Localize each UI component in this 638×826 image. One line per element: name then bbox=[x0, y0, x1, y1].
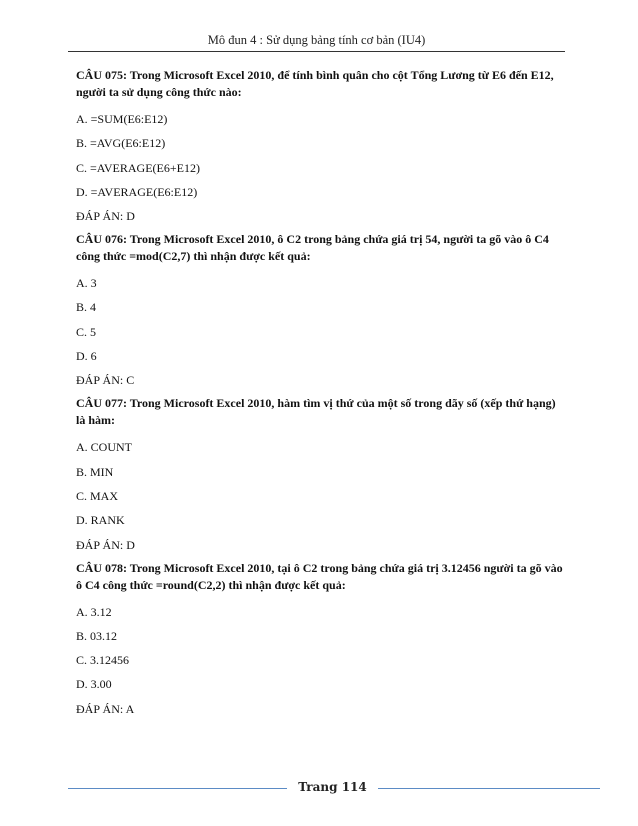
question-title: CÂU 078: Trong Microsoft Excel 2010, tại ô C2 trong bảng chứa giá trị 3.12456 người ta gõ vào ô C4 công thức =round(C2,2) thì nhận được kết quả: bbox=[76, 560, 563, 592]
footer-divider-right bbox=[378, 788, 600, 789]
option-a: A. COUNT bbox=[76, 440, 132, 455]
option-b: B. 4 bbox=[76, 300, 97, 315]
option-c: C. MAX bbox=[76, 488, 119, 503]
option-c: C. 3.12456 bbox=[76, 653, 130, 668]
question-076 bbox=[76, 231, 566, 387]
question-title: CÂU 076: Trong Microsoft Excel 2010, ô C2 trong bảng chứa giá trị 54, người ta gõ vào ô C4 công thức =mod(C2,7) thì nhận được kết quả: bbox=[76, 232, 549, 264]
option-b: B. =AVG(E6:E12) bbox=[76, 136, 166, 151]
question-078 bbox=[76, 560, 566, 716]
option-c: C. 5 bbox=[76, 324, 97, 339]
option-d: D. 6 bbox=[76, 349, 97, 364]
answer-line: ĐÁP ÁN: D bbox=[76, 209, 135, 224]
option-b: B. MIN bbox=[76, 464, 114, 479]
option-a: A. =SUM(E6:E12) bbox=[76, 112, 168, 126]
question-title: CÂU 077: Trong Microsoft Excel 2010, hàm tìm vị thứ của một số trong dãy số (xếp thứ hạng) là hàm: bbox=[76, 396, 556, 428]
footer-divider-left bbox=[68, 788, 287, 789]
question-075 bbox=[76, 67, 566, 223]
page-footer bbox=[68, 779, 600, 799]
answer-line: ĐÁP ÁN: C bbox=[76, 373, 135, 388]
question-list bbox=[76, 67, 566, 724]
answer-line: ĐÁP ÁN: A bbox=[76, 701, 135, 716]
header-divider bbox=[68, 51, 565, 52]
option-d: D. =AVERAGE(E6:E12) bbox=[76, 184, 198, 199]
option-a: A. 3 bbox=[76, 276, 97, 291]
answer-line: ĐÁP ÁN: D bbox=[76, 537, 135, 552]
option-d: D. RANK bbox=[76, 513, 125, 528]
option-b: B. 03.12 bbox=[76, 628, 118, 643]
question-title: CÂU 075: Trong Microsoft Excel 2010, để tính bình quân cho cột Tổng Lương từ E6 đến E12, người ta sử dụng công thức nào: bbox=[76, 68, 554, 99]
page-number: Trang 114 bbox=[298, 780, 367, 794]
option-d: D. 3.00 bbox=[76, 677, 112, 692]
page-header: Mô đun 4 : Sử dụng bảng tính cơ bản (IU4) bbox=[207, 33, 426, 47]
question-077 bbox=[76, 395, 566, 551]
option-c: C. =AVERAGE(E6+E12) bbox=[76, 160, 200, 175]
option-a: A. 3.12 bbox=[76, 604, 112, 619]
